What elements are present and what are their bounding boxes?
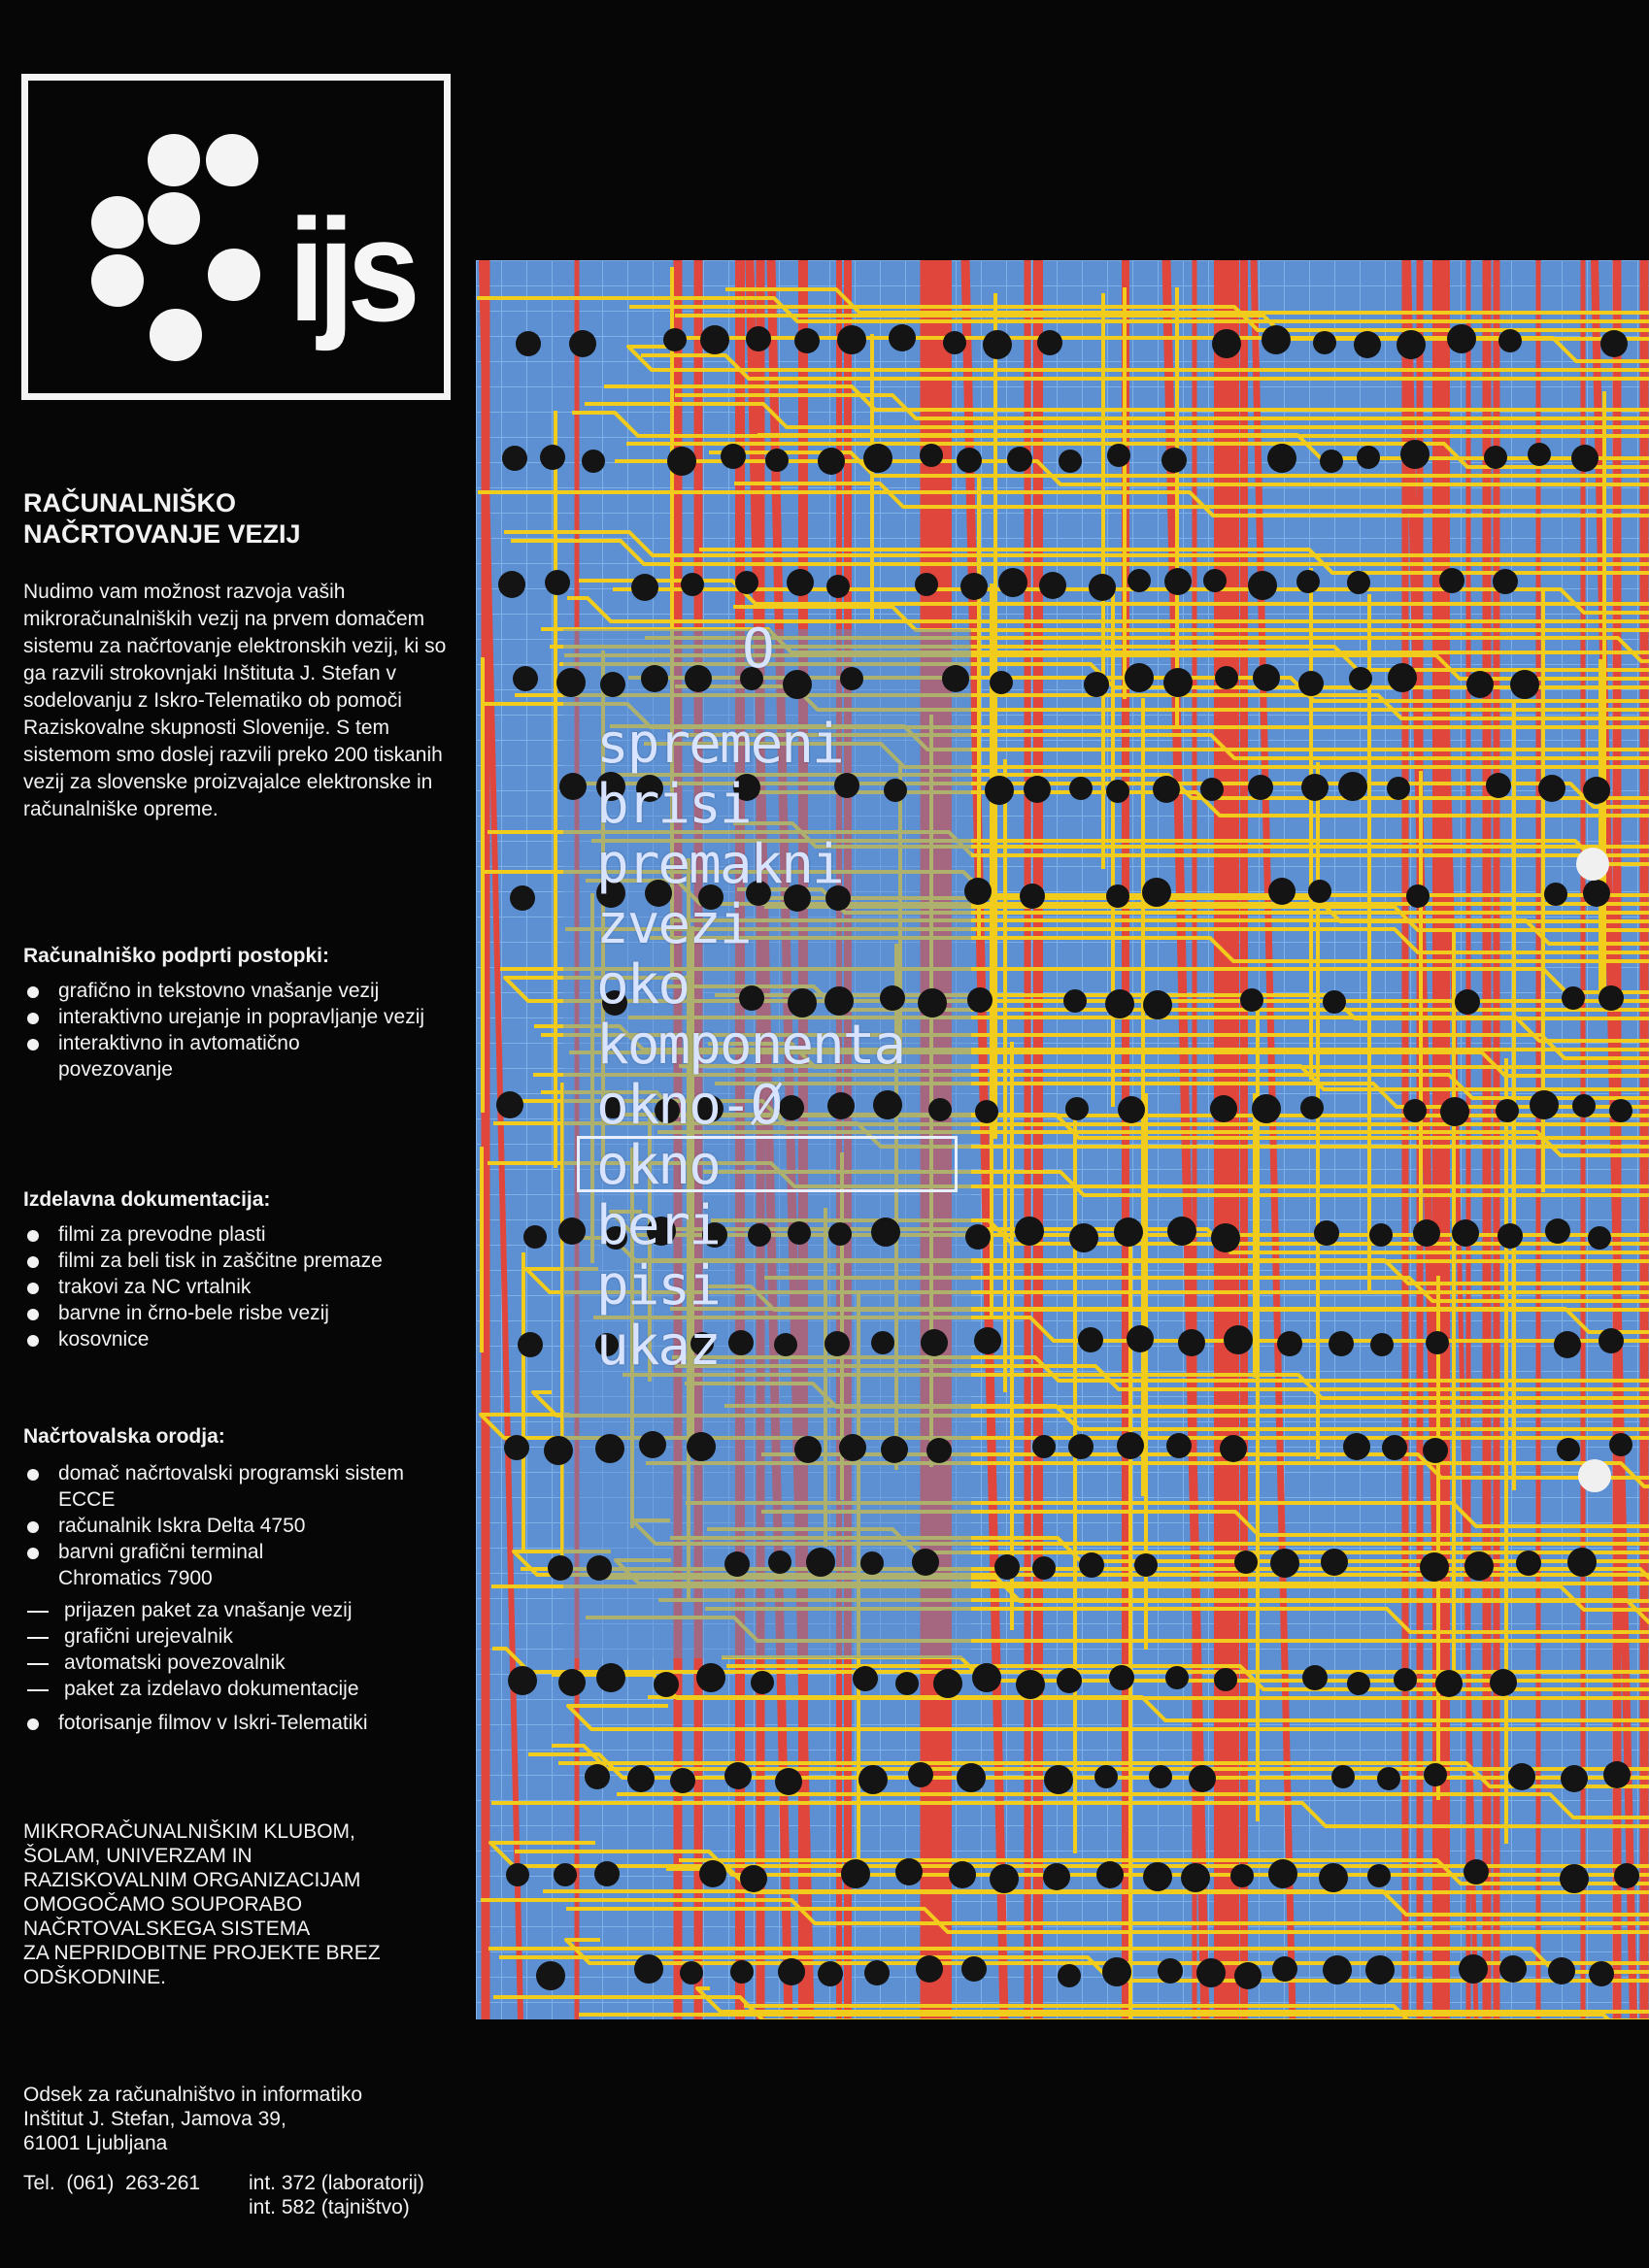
menu-items: [596, 715, 904, 1377]
list-item: filmi za prevodne plasti: [23, 1221, 489, 1248]
documentation-section: [23, 1188, 480, 1352]
logo-dots-icon: [28, 81, 281, 393]
list-item: grafični urejevalnik: [23, 1623, 489, 1650]
promo-block: [23, 1819, 480, 1989]
list-item: filmi za beli tisk in zaščitne premaze: [23, 1248, 489, 1274]
telephone-extension: int. 372 (laboratorij): [249, 2172, 424, 2194]
promo-line: ODŠKODNINE.: [23, 1966, 167, 1988]
page-title-line-2: NAČRTOVANJE VEZIJ: [23, 519, 301, 549]
list-item: grafično in tekstovno vnašanje vezij: [23, 978, 460, 1004]
list-item: računalnik Iskra Delta 4750: [23, 1513, 451, 1539]
intro-paragraph: Nudimo vam možnost razvoja vaših mikroračunalniških vezij na prvem domačem sistemu za načrtovanje elektronskih vezij, ki so ga razvili strokovnjaki Inštituta J. Stefan v sodelovanju z Iskro-Telematiko ob pomoči Raziskovalne skupnosti Slovenije. S tem sistemom smo doslej razvili preko 200 tiskanih vezij za slovenske proizvajalce elektronske in računalniške opreme.: [23, 581, 447, 820]
ijs-logo: [21, 74, 451, 400]
menu-item-beri: beri: [596, 1194, 720, 1257]
menu-item-oko: oko: [596, 953, 690, 1017]
page-title: [23, 487, 480, 550]
list-item: domač načrtovalski programski sistem ECCE: [23, 1460, 427, 1513]
menu-item-okno: okno: [596, 1134, 720, 1197]
address-line: 61001 Ljubljana: [23, 2132, 168, 2154]
promo-line: NAČRTOVALSKEGA SISTEMA: [23, 1918, 311, 1940]
list-item: interaktivno in avtomatično povezovanje: [23, 1030, 379, 1083]
promo-line: ŠOLAM, UNIVERZAM IN: [23, 1845, 252, 1867]
menu-item-zvezi: zvezi: [596, 893, 751, 956]
promo-line: RAZISKOVALNIM ORGANIZACIJAM: [23, 1869, 361, 1891]
telephone-extension: int. 582 (tajništvo): [249, 2196, 410, 2218]
list-item: barvne in črno-bele risbe vezij: [23, 1300, 489, 1326]
menu-selection-box: [577, 1136, 958, 1192]
menu-item-komponenta: komponenta: [596, 1014, 905, 1077]
telephone-number: Tel. (061) 263-261: [23, 2172, 201, 2194]
list-item: interaktivno urejanje in popravljanje vezij: [23, 1004, 460, 1030]
promo-line: MIKRORAČUNALNIŠKIM KLUBOM,: [23, 1820, 355, 1843]
menu-item-okno-0: okno-Ø: [596, 1074, 782, 1137]
promo-line: ZA NEPRIDOBITNE PROJEKTE BREZ: [23, 1942, 381, 1964]
menu-item-premakni: premakni: [596, 833, 843, 896]
list-item: kosovnice: [23, 1326, 489, 1352]
tools-sublist: [23, 1597, 489, 1702]
telephone-block: [23, 2171, 489, 2219]
procedures-list: [23, 978, 460, 1083]
promo-line: OMOGOČAMO SOUPORABO: [23, 1893, 303, 1916]
procedures-section: [23, 945, 480, 1083]
tools-list-last: [23, 1710, 489, 1736]
tools-list: [23, 1460, 451, 1591]
procedures-title: Računalniško podprti postopki:: [23, 945, 330, 967]
list-item: paket za izdelavo dokumentacije: [23, 1676, 489, 1702]
logo-text: ijs: [288, 188, 414, 351]
menu-item-okno-selected: [596, 1136, 904, 1196]
documentation-title: Izdelavna dokumentacija:: [23, 1188, 271, 1211]
list-item: trakovi za NC vrtalnik: [23, 1274, 489, 1300]
list-item: fotorisanje filmov v Iskri-Telematiki: [23, 1710, 489, 1736]
menu-item-ukaz: ukaz: [596, 1315, 720, 1378]
address-line: Odsek za računalništvo in informatiko: [23, 2084, 362, 2106]
address-line: Inštitut J. Stefan, Jamova 39,: [23, 2108, 286, 2130]
menu-item-pisi: pisi: [596, 1254, 720, 1317]
list-item: prijazen paket za vnašanje vezij: [23, 1597, 489, 1623]
menu-item-brisi: brisi: [596, 773, 751, 836]
page-title-line-1: RAČUNALNIŠKO: [23, 488, 236, 517]
list-item: avtomatski povezovalnik: [23, 1650, 489, 1676]
documentation-list: [23, 1221, 489, 1352]
address-block: [23, 2083, 480, 2155]
list-item: barvni grafični terminal Chromatics 7900: [23, 1539, 359, 1591]
menu-title: O: [742, 617, 773, 681]
tools-section: [23, 1425, 489, 1736]
tools-title: Načrtovalska orodja:: [23, 1425, 225, 1448]
menu-item-spremeni: spremeni: [596, 713, 843, 776]
